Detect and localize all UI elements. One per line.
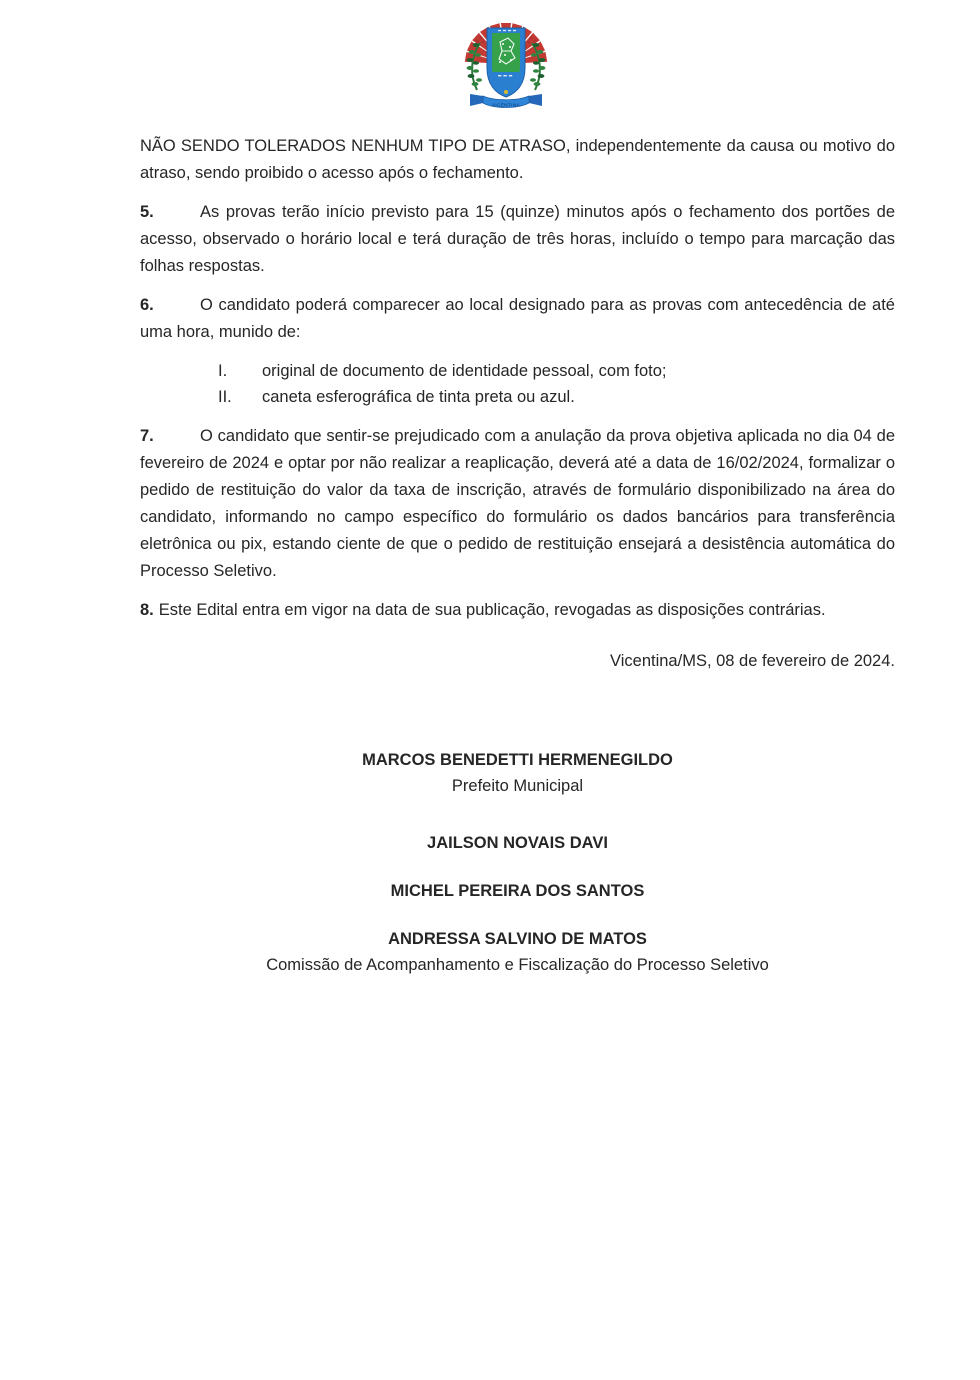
paragraph-8	[140, 597, 895, 624]
coat-of-arms	[454, 14, 558, 118]
coat-of-arms-graphic	[454, 14, 558, 118]
list-item	[140, 384, 895, 410]
list-item-marker: II.	[218, 388, 232, 406]
paragraph-7-number: 7.	[140, 427, 154, 445]
signature-commission-member	[140, 830, 895, 857]
signature-block	[140, 747, 895, 978]
document-body	[0, 118, 980, 978]
paragraph-continuation: NÃO SENDO TOLERADOS NENHUM TIPO DE ATRASO, independentemente da causa ou motivo do atraso, sendo proibido o acesso após o fechamento.	[140, 137, 895, 182]
roman-list	[140, 358, 895, 410]
list-item-text: caneta esferográfica de tinta preta ou azul.	[262, 388, 575, 406]
paragraph-5-number: 5.	[140, 203, 154, 221]
paragraph-7	[140, 423, 895, 585]
paragraph-6-number: 6.	[140, 296, 154, 314]
signature-role: Comissão de Acompanhamento e Fiscalização do Processo Seletivo	[266, 956, 769, 974]
signature-name: MICHEL PEREIRA DOS SANTOS	[390, 882, 645, 900]
signature-mayor	[140, 747, 895, 799]
signature-commission-member	[140, 878, 895, 905]
coat-of-arms-banner-text: VICENTINA	[491, 102, 521, 108]
paragraph-5	[140, 199, 895, 280]
paragraph-8-number: 8.	[140, 601, 154, 619]
signature-name: ANDRESSA SALVINO DE MATOS	[388, 930, 647, 948]
paragraph-5-text: As provas terão início previsto para 15 (quinze) minutos após o fechamento dos portões de acesso, observado o horário local e terá duração de três horas, incluído o tempo para marcação das folhas respostas.	[140, 203, 895, 275]
paragraph-6-text: O candidato poderá comparecer ao local designado para as provas com antecedência de até uma hora, munido de:	[140, 296, 895, 341]
shield	[487, 28, 525, 97]
signature-commission-member	[140, 926, 895, 978]
paragraph-8-text: Este Edital entra em vigor na data de sua publicação, revogadas as disposições contrárias.	[158, 601, 826, 619]
paragraph-7-text: O candidato que sentir-se prejudicado com a anulação da prova objetiva aplicada no dia 04 de fevereiro de 2024 e optar por não realizar a reaplicação, deverá até a data de 16/02/2024, formalizar o pedido de restituição do valor da taxa de inscrição, através de formulário disponibilizado na área do candidato, informando no campo específico do formulário os dados bancários para transferência eletrônica ou pix, estando ciente de que o pedido de restituição ensejará a desistência automática do Processo Seletivo.	[140, 427, 895, 580]
list-item-marker: I.	[218, 362, 228, 380]
list-item	[140, 358, 895, 384]
list-item-text: original de documento de identidade pessoal, com foto;	[262, 362, 667, 380]
signature-role: Prefeito Municipal	[451, 777, 584, 795]
signature-name: MARCOS BENEDETTI HERMENEGILDO	[362, 751, 673, 769]
signature-name: JAILSON NOVAIS DAVI	[427, 834, 608, 852]
paragraph-6	[140, 292, 895, 346]
dateline: Vicentina/MS, 08 de fevereiro de 2024.	[610, 652, 895, 670]
